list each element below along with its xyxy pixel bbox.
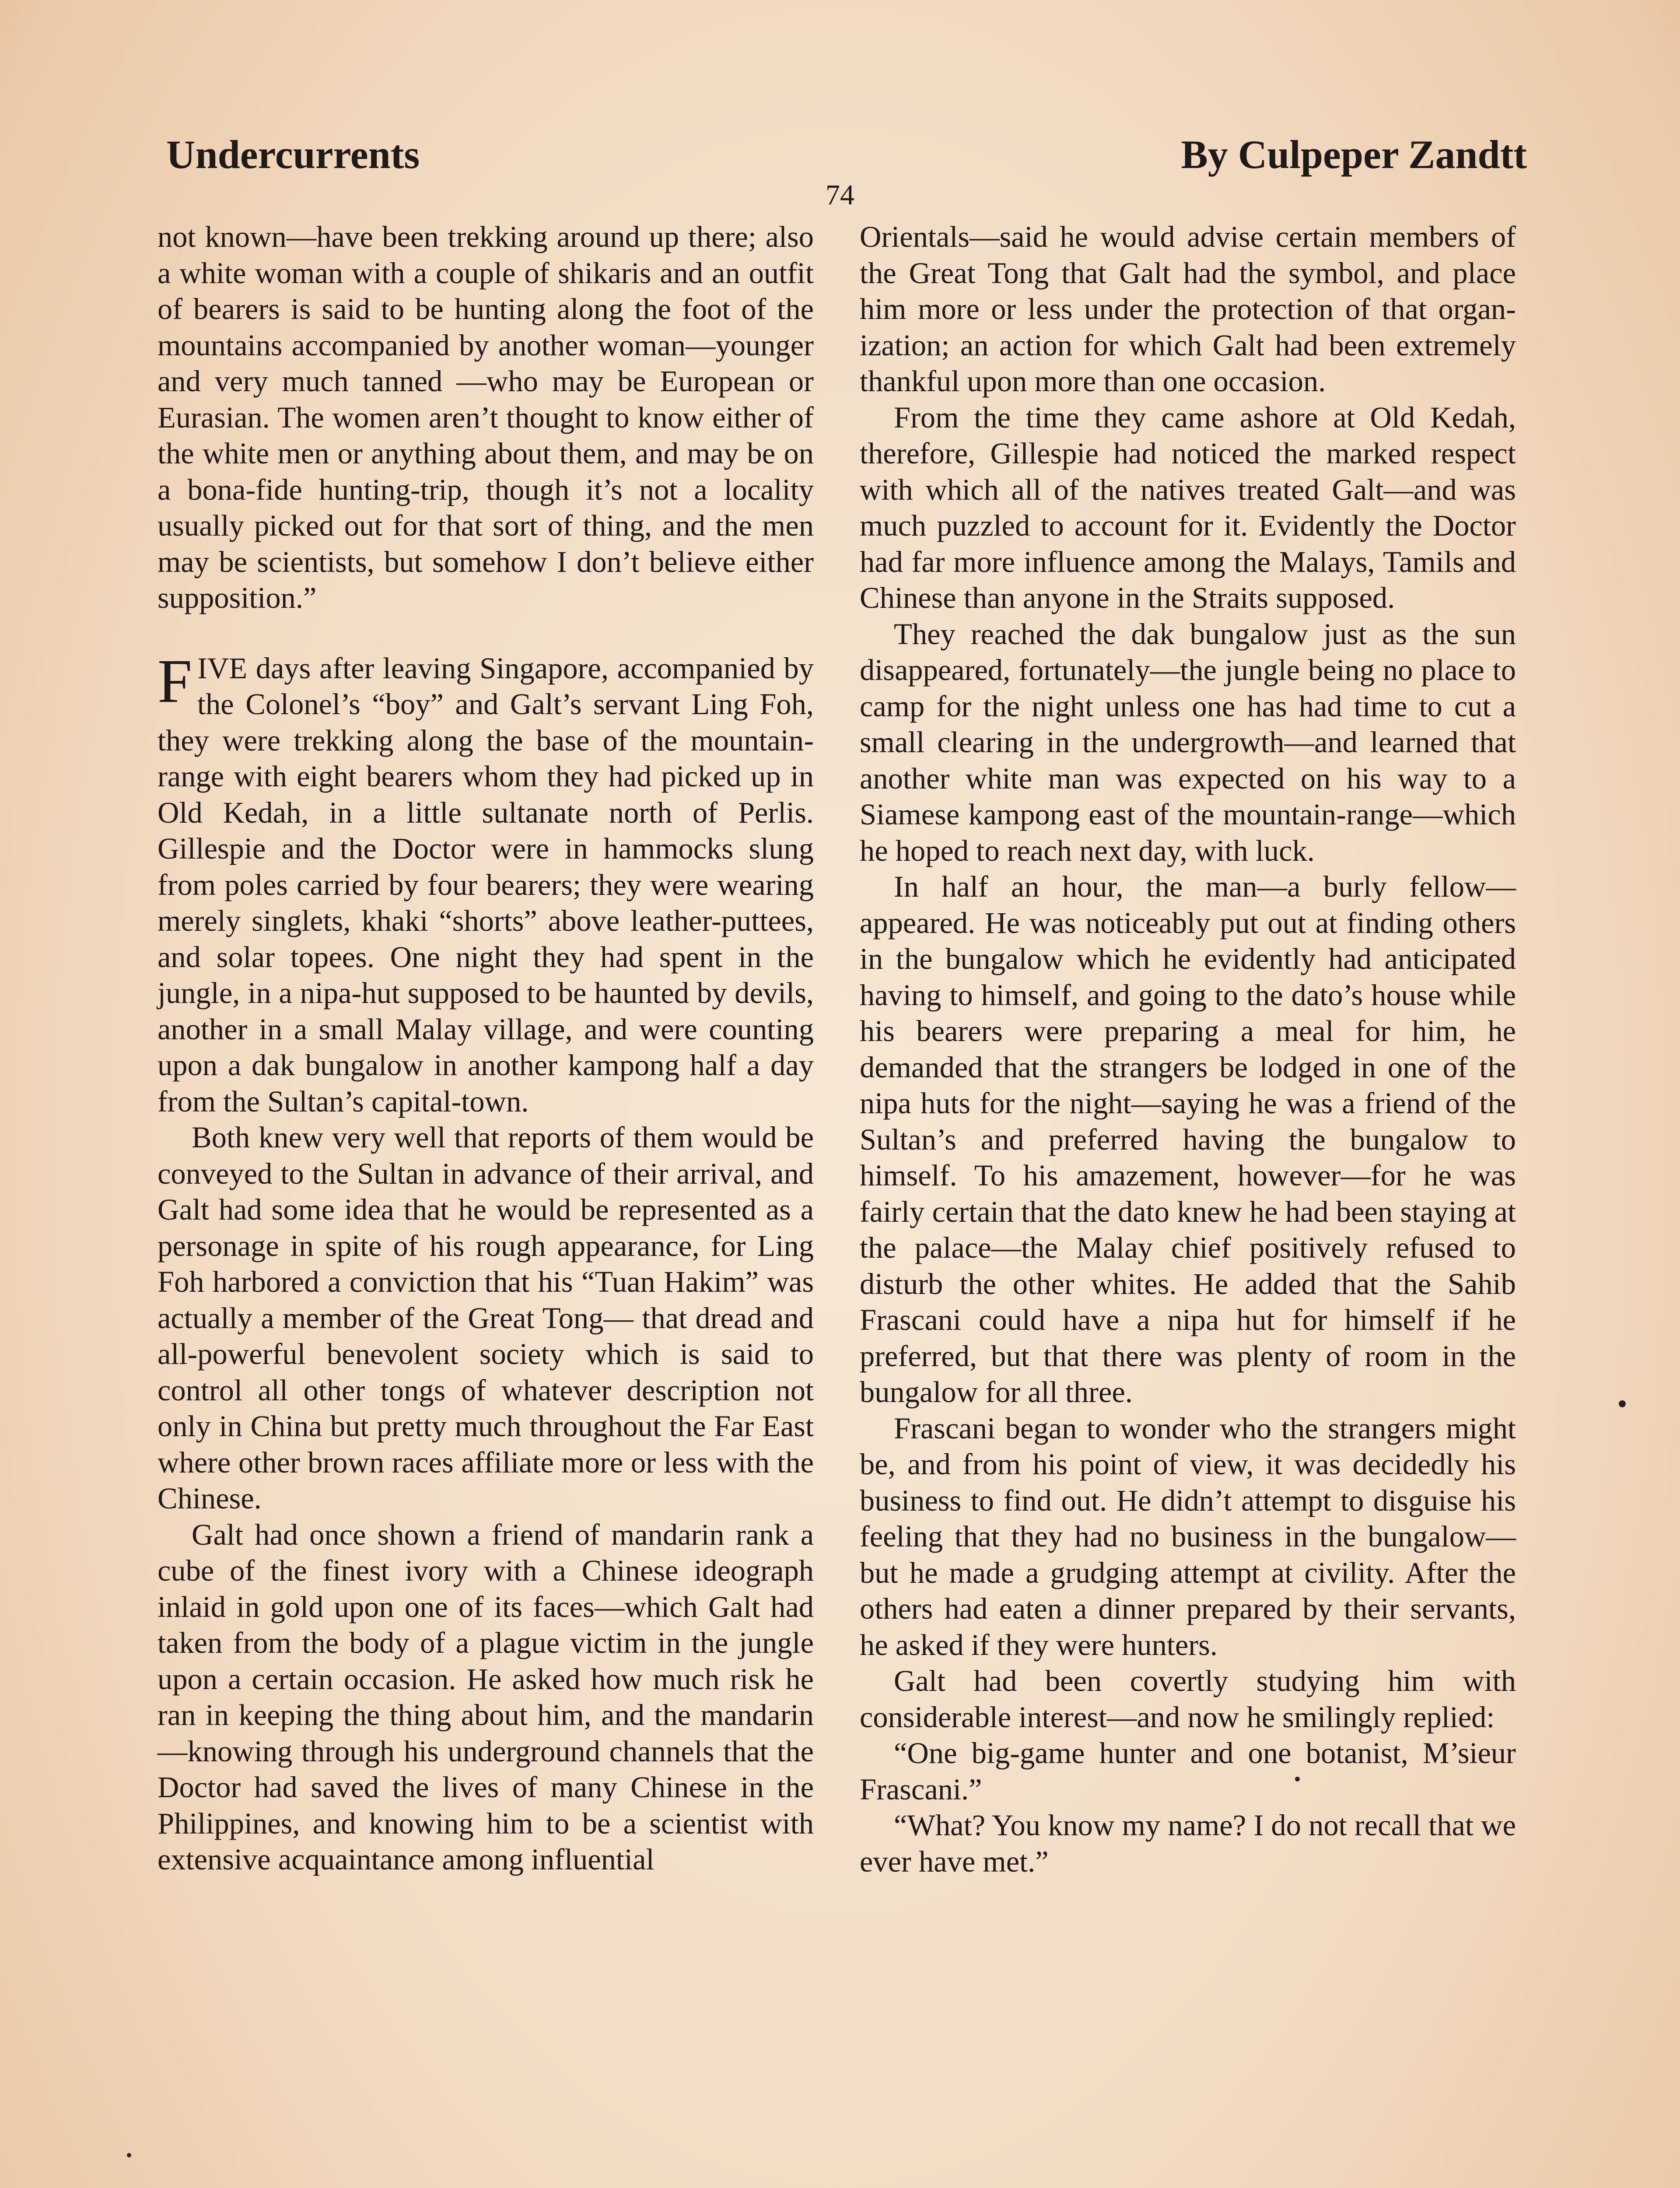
page-number: 74 [826,179,854,211]
paper-speck [1295,1777,1300,1781]
paragraph: Orientals—said he would advise certain members of the Great Tong that Galt had the symbol, and place him more or less under the protection of that organization; an action for which Galt had been extremely thankful upon more than one occasion. [860,220,1516,398]
paragraph-with-dropcap [158,646,814,1120]
right-column [860,219,1516,1879]
paragraph-text: IVE days after leaving Singapore, accompanied by the Colonel’s “boy” and Galt’s servant Ling Foh, they were trekking along the base of the mountainrange with eight bearers whom they had picked up in Old Kedah, in a little sultanate north of Perlis. Gillespie and the Doctor were in hammocks slung from poles carried by four bearers; they were wearing merely singlets, khaki “shorts” above leather-puttees, and solar topees. One night they had spent in the jungle, in a nipa-hut supposed to be haunted by devils, another in a small Malay village, and were counting upon a dak bungalow in another kampong half a day from the Sultan’s capital-town. [158,651,814,1118]
paragraph: not known—have been trekking around up there; also a white woman with a couple of shikaris and an outfit of bearers is said to be hunting along the foot of the mountains accompanied by another woman—younger and very much tanned —who may be European or Eurasian. The women aren’t thought to know either of the white men or anything about them, and may be on a bona-fide hunting-trip, though it’s not a locality usually picked out for that sort of thing, and the men may be scientists, but somehow I don’t believe either supposition.” [158,220,814,614]
paragraph: “What? You know my name? I do not recall that we ever have met.” [860,1809,1516,1878]
left-column [158,219,814,1878]
paragraph: They reached the dak bungalow just as the sun disappeared, fortunately—the jungle being no place to camp for the night unless one has had time to cut a small clearing in the undergrowth—and learned that another white man was expected on his way to a Siamese kampong east of the mountain-range—which he hoped to reach next day, with luck. [860,617,1516,867]
running-header [166,131,1527,184]
author-byline: By Culpeper Zandtt [1181,132,1527,177]
drop-cap: F [158,646,192,715]
paper-speck [127,2153,131,2157]
paragraph: Both knew very well that reports of them would be conveyed to the Sultan in advance of their arrival, and Galt had some idea that he would be represented as a personage in spite of his rough appearance, for Ling Foh harbored a conviction that his “Tuan Hakim” was actually a member of the Great Tong— that dread and all-powerful benevolent society which is said to control all other tongs of whatever description not only in China but pretty much throughout the Far East where other brown races affiliate more or less with the Chinese. [158,1121,814,1515]
paragraph: Galt had once shown a friend of mandarin rank a cube of the finest ivory with a Chinese ideograph inlaid in gold upon one of its faces—which Galt had taken from the body of a plague victim in the jungle upon a certain occasion. He asked how much risk he ran in keeping the thing about him, and the mandarin—knowing through his underground channels that the Doctor had saved the lives of many Chinese in the Philippines, and knowing him to be a scientist with extensive acquaintance among influential [158,1518,814,1876]
paper-speck [1619,1400,1626,1407]
story-title: Undercurrents [166,132,420,177]
paragraph: Frascani began to wonder who the strangers might be, and from his point of view, it was decidedly his business to find out. He didn’t attempt to disguise his feeling that they had no business in the bungalow—but he made a grudging attempt at civility. After the others had eaten a dinner prepared by their servants, he asked if they were hunters. [860,1411,1516,1662]
paragraph: Galt had been covertly studying him with considerable interest—and now he smilingly replied: [860,1664,1516,1734]
paragraph: “One big-game hunter and one botanist, M’sieur Frascani.” [860,1736,1516,1806]
paragraph: In half an hour, the man—a burly fellow—appeared. He was noticeably put out at finding others in the bungalow which he evidently had anticipated having to himself, and going to the dato’s house while his bearers were preparing a meal for him, he demanded that the strangers be lodged in one of the nipa huts for the night—saying he was a friend of the Sultan’s and preferred having the bungalow to himself. To his amazement, however—for he was fairly certain that the dato knew he had been staying at the palace—the Malay chief positively refused to disturb the other whites. He added that the Sahib Frascani could have a nipa hut for himself if he preferred, but that there was plenty of room in the bungalow for all three. [860,870,1516,1409]
paragraph: From the time they came ashore at Old Kedah, therefore, Gillespie had noticed the marked respect with which all of the natives treated Galt—and was much puzzled to account for it. Evidently the Doctor had far more influence among the Malays, Tamils and Chinese than anyone in the Straits supposed. [860,400,1516,614]
